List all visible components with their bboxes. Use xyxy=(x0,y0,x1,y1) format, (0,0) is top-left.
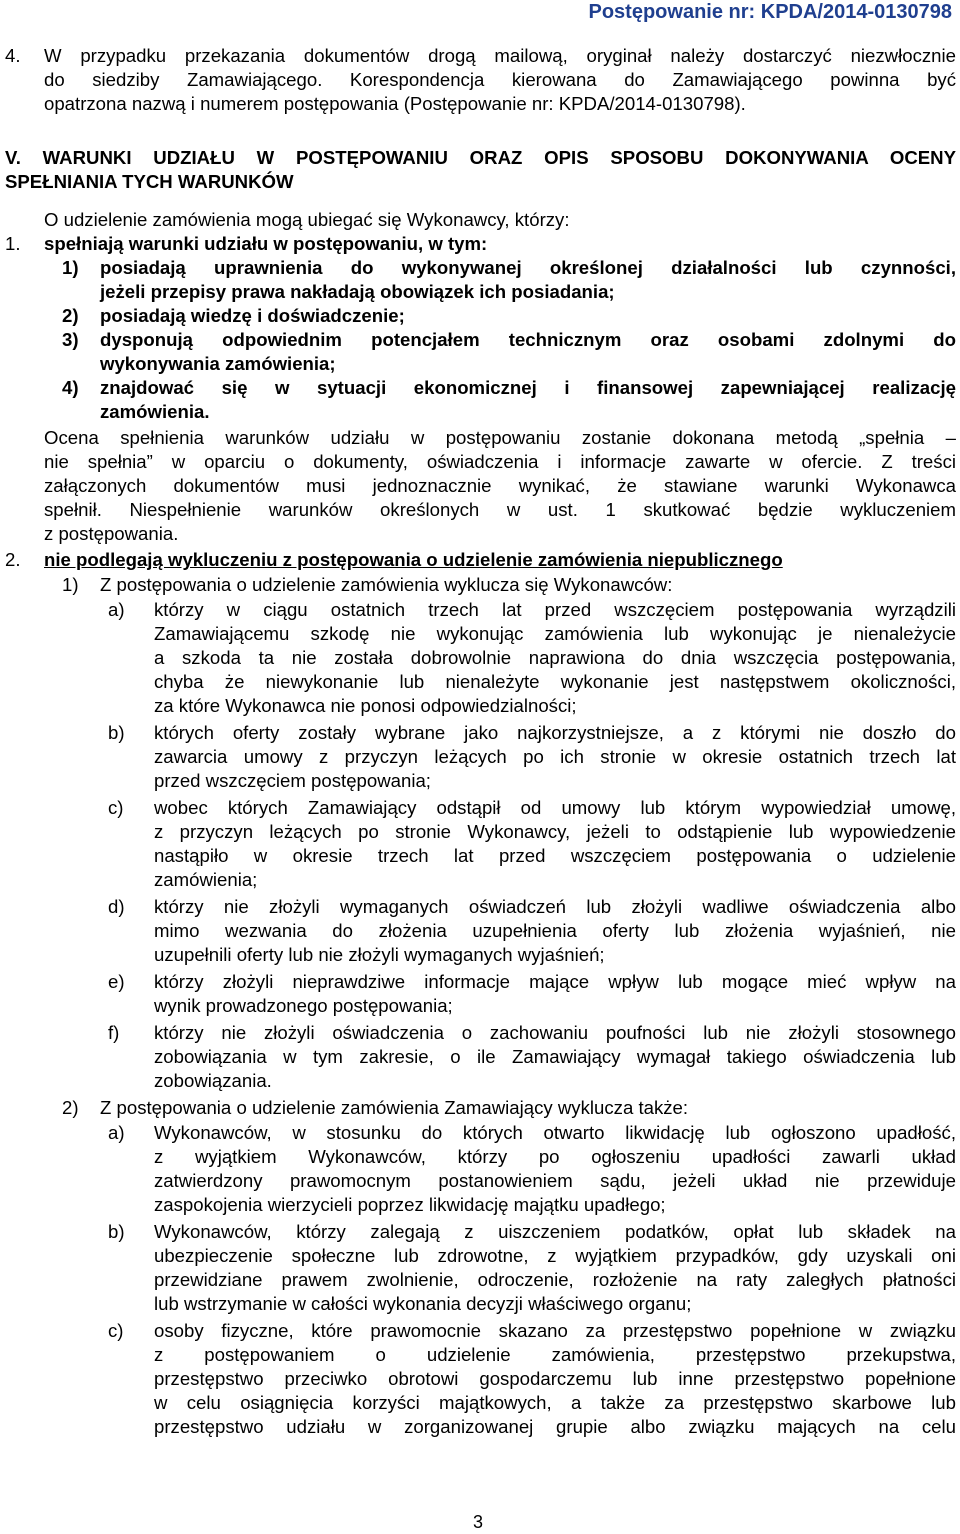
list-item-line: wobec których Zamawiający odstąpił od umowy lub którym wypowiedział umowę, xyxy=(154,797,956,818)
item-number: 1) xyxy=(62,257,79,278)
letter-label: c) xyxy=(108,797,124,818)
list-item-line: przestępstwo udziału w zorganizowanej grupie albo związku mających na celu xyxy=(154,1416,956,1437)
paragraph-line: opatrzona nazwą i numerem postępowania (Postępowanie nr: KPDA/2014-0130798). xyxy=(44,93,746,114)
list-item-line: przestępstwo przeciwko obrotowi gospodarczemu lub inne przestępstwo popełnione xyxy=(154,1368,956,1389)
letter-label: f) xyxy=(108,1022,120,1043)
paragraph-line: do siedziby Zamawiającego. Korespondencja kierowana do Zamawiającego powinna być xyxy=(44,69,956,90)
point-number: 1. xyxy=(5,233,21,254)
list-item-line: Wykonawców, którzy zalegają z uiszczeniem podatków, opłat lub składek na xyxy=(154,1221,956,1242)
list-item-line: posiadają uprawnienia do wykonywanej określonej działalności lub czynności, xyxy=(100,257,956,278)
item-number: 2) xyxy=(62,1097,79,1118)
list-item-line: zawarcia umowy z przyczyn leżących po ich stronie w okresie ostatnich trzech lat xyxy=(154,746,956,767)
list-item-line: Wykonawców, w stosunku do których otwarto likwidację lub ogłoszono upadłość, xyxy=(154,1122,956,1143)
assessment-line: nie spełnia” w oparciu o dokumenty, oświadczenia i informacje zawarte w ofercie. Z treści xyxy=(44,451,956,472)
letter-label: a) xyxy=(108,599,125,620)
list-item-line: którzy nie złożyli wymaganych oświadczeń lub złożyli wadliwe oświadczenia albo xyxy=(154,896,956,917)
point-heading: nie podlegają wykluczeniu z postępowania o udzielenie zamówienia niepublicznego xyxy=(44,549,783,570)
list-item-line: przed wszczęciem postępowania; xyxy=(154,770,431,791)
section-intro: O udzielenie zamówienia mogą ubiegać się Wykonawcy, którzy: xyxy=(44,209,570,230)
section-number: 4. xyxy=(5,45,21,66)
list-item-line: znajdować się w sytuacji ekonomicznej i finansowej zapewniającej realizację xyxy=(100,377,956,398)
item-number: 4) xyxy=(62,377,79,398)
list-item-line: zatwierdzony prawomocnym postanowieniem sądu, jeżeli układ nie przewiduje xyxy=(154,1170,956,1191)
letter-label: c) xyxy=(108,1320,124,1341)
list-item-line: wykonywania zamówienia; xyxy=(100,353,336,374)
subsection-intro: Z postępowania o udzielenie zamówienia Zamawiający wyklucza także: xyxy=(100,1097,689,1118)
paragraph-line: W przypadku przekazania dokumentów drogą mailową, oryginał należy dostarczyć niezwłocznie xyxy=(44,45,956,66)
page-number: 3 xyxy=(473,1512,484,1532)
list-item-line: w celu osiągnięcia korzyści majątkowych, a także za przestępstwo skarbowe lub xyxy=(154,1392,956,1413)
list-item-line: którzy złożyli nieprawdziwe informacje mające wpływ lub mogące mieć wpływ na xyxy=(154,971,956,992)
section-title: V. WARUNKI UDZIAŁU W POSTĘPOWANIU ORAZ OPIS SPOSOBU DOKONYWANIA OCENY xyxy=(5,147,956,168)
list-item-line: chyba że niewykonanie lub nienależyte wykonanie jest następstwem okoliczności, xyxy=(154,671,956,692)
letter-label: d) xyxy=(108,896,125,917)
list-item-line: osoby fizyczne, które prawomocnie skazano za przestępstwo popełnione w związku xyxy=(154,1320,956,1341)
list-item-line: zobowiązania. xyxy=(154,1070,272,1091)
list-item-line: zaspokojenia wierzycieli poprzez likwidację majątku upadłego; xyxy=(154,1194,666,1215)
item-number: 3) xyxy=(62,329,79,350)
list-item-line: z przyczyn leżących po stronie Wykonawcy, jeżeli to odstąpienie lub wypowiedzenie xyxy=(154,821,956,842)
point-heading: spełniają warunki udziału w postępowaniu, w tym: xyxy=(44,233,488,254)
list-item-line: mimo wezwania do złożenia uzupełnienia oferty lub złożenia wyjaśnień, nie xyxy=(154,920,956,941)
letter-label: b) xyxy=(108,722,125,743)
document-header: Postępowanie nr: KPDA/2014-0130798 xyxy=(588,1,952,23)
list-item-line: za które Wykonawca nie ponosi odpowiedzialności; xyxy=(154,695,577,716)
letter-label: b) xyxy=(108,1221,125,1242)
list-item-line: wynik prowadzonego postępowania; xyxy=(154,995,453,1016)
letter-label: a) xyxy=(108,1122,125,1143)
point-number: 2. xyxy=(5,549,21,570)
assessment-line: załączonych dokumentów musi jednoznacznie wynikać, że stawiane warunki Wykonawca xyxy=(44,475,956,496)
list-item-line: którzy w ciągu ostatnich trzech lat przed wszczęciem postępowania wyrządzili xyxy=(154,599,956,620)
assessment-line: z postępowania. xyxy=(44,523,179,544)
list-item-line: nastąpiło w okresie trzech lat przed wszczęciem postępowania o udzielenie xyxy=(154,845,956,866)
list-item-line: lub wstrzymanie w całości wykonania decyzji właściwego organu; xyxy=(154,1293,692,1314)
assessment-line: Ocena spełnienia warunków udziału w postępowaniu zostanie dokonana metodą „spełnia – xyxy=(44,427,956,448)
list-item-line: a szkoda ta nie została dobrowolnie naprawiona do dnia wszczęcia postępowania, xyxy=(154,647,956,668)
subsection-intro: Z postępowania o udzielenie zamówienia wyklucza się Wykonawców: xyxy=(100,574,673,595)
letter-label: e) xyxy=(108,971,125,992)
list-item-line: posiadają wiedzę i doświadczenie; xyxy=(100,305,405,326)
assessment-line: spełnił. Niespełnienie warunków określonych w ust. 1 skutkować będzie wykluczeniem xyxy=(44,499,956,520)
list-item-line: których oferty zostały wybrane jako najkorzystniejsze, a z którymi nie doszło do xyxy=(154,722,956,743)
list-item-line: z wyjątkiem Wykonawców, którzy po ogłoszeniu upadłości zawarli układ xyxy=(154,1146,956,1167)
list-item-line: dysponują odpowiednim potencjałem technicznym oraz osobami zdolnymi do xyxy=(100,329,956,350)
section-title: SPEŁNIANIA TYCH WARUNKÓW xyxy=(5,171,294,192)
list-item-line: z postępowaniem o udzielenie zamówienia, przestępstwo przekupstwa, xyxy=(154,1344,956,1365)
list-item-line: ubezpieczenie społeczne lub zdrowotne, z wyjątkiem przypadków, gdy uzyskali oni xyxy=(154,1245,956,1266)
list-item-line: zamówienia. xyxy=(100,401,210,422)
list-item-line: Zamawiającemu szkodę nie wykonując zamówienia lub wykonując je nienależycie xyxy=(154,623,956,644)
list-item-line: uzupełnili oferty lub nie złożyli wymaganych wyjaśnień; xyxy=(154,944,605,965)
list-item-line: zobowiązania w tym zakresie, o ile Zamawiający wymagał takiego oświadczenia lub xyxy=(154,1046,956,1067)
item-number: 2) xyxy=(62,305,79,326)
item-number: 1) xyxy=(62,574,79,595)
list-item-line: jeżeli przepisy prawa nakładają obowiązek ich posiadania; xyxy=(100,281,615,302)
list-item-line: przewidziane prawem zwolnienie, odroczenie, rozłożenie na raty zaległych płatności xyxy=(154,1269,956,1290)
list-item-line: zamówienia; xyxy=(154,869,258,890)
list-item-line: którzy nie złożyli oświadczenia o zachowaniu poufności lub nie złożyli stosownego xyxy=(154,1022,956,1043)
